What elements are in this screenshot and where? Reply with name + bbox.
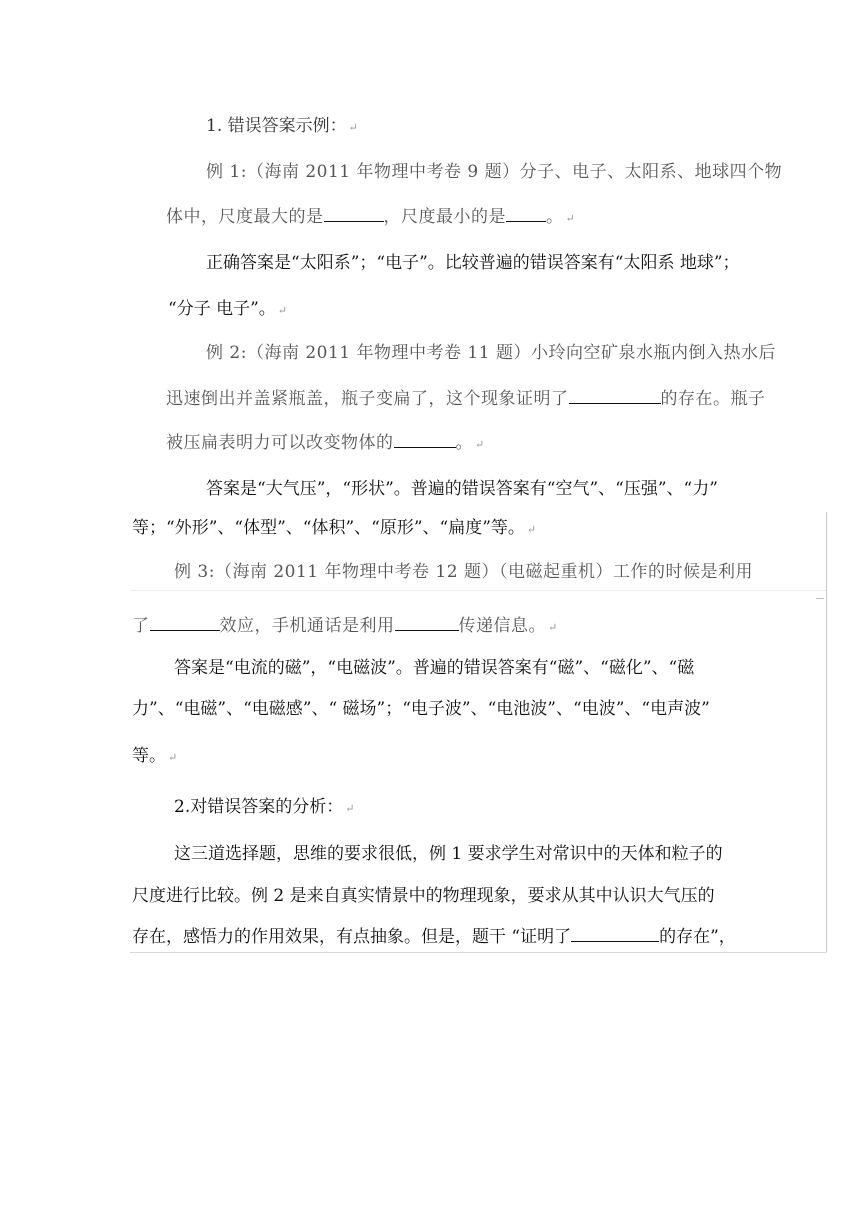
analysis-line2: 尺度进行比较。例 2 是来自真实情景中的物理现象，要求从其中认识大气压的 [132, 886, 715, 906]
section2-heading: 2.对错误答案的分析： ↵ [174, 797, 355, 817]
paragraph-mark-icon: ↵ [565, 212, 576, 225]
example1-line1: 例 1:（海南 2011 年物理中考卷 9 题）分子、电子、太阳系、地球四个物 [206, 162, 783, 182]
answer2-line1: 答案是“大气压”，“形状”。普遍的错误答案有“空气”、“压强”、“力” [206, 479, 718, 499]
analysis-line1: 这三道选择题，思维的要求很低，例 1 要求学生对常识中的天体和粒子的 [174, 844, 723, 864]
example2-line1: 例 2:（海南 2011 年物理中考卷 11 题）小玲向空矿泉水瓶内倒入热水后 [206, 343, 776, 363]
answer2-line2: 等；“外形”、“体型”、“体积”、“原形”、“扁度”等。 ↵ [132, 518, 537, 538]
answer-blank [571, 925, 659, 942]
paragraph-mark-icon: ↵ [548, 621, 558, 634]
clipping-border-top [130, 590, 826, 591]
answer3-line3: 等。 ↵ [132, 746, 178, 766]
example3-line2: 了 效应，手机通话是利用 传递信息。 ↵ [132, 616, 558, 636]
section1-heading: 1. 错误答案示例： ↵ [206, 116, 358, 136]
answer-blank [150, 614, 220, 631]
example2-line3: 被压扁表明力可以改变物体的 。 ↵ [166, 433, 485, 453]
paragraph-mark-icon: ↵ [348, 121, 358, 134]
answer1-line1: 正确答案是“太阳系”；“电子”。比较普遍的错误答案有“太阳系 地球”； [206, 253, 740, 273]
answer-blank [569, 387, 661, 404]
answer3-line2: 力”、“电磁”、“电磁感”、“ 磁场”；“电子波”、“电池波”、“电波”、“电声波” [132, 699, 710, 719]
clipping-tick-mark [816, 598, 824, 599]
paragraph-mark-icon: ↵ [526, 523, 537, 536]
paragraph-mark-icon: ↵ [345, 802, 355, 815]
paragraph-mark-icon: ↵ [168, 751, 178, 764]
answer-blank [506, 205, 546, 222]
answer-blank [395, 614, 459, 631]
answer1-line2: “分子 电子”。 ↵ [168, 299, 288, 319]
clipping-border-right [826, 512, 827, 952]
example1-line2: 体中，尺度最大的是 ，尺度最小的是 。 ↵ [166, 207, 576, 227]
answer-blank [394, 431, 456, 448]
paragraph-mark-icon: ↵ [277, 304, 288, 317]
clipping-border-bottom [130, 952, 827, 953]
analysis-line3: 存在，感悟力的作用效果，有点抽象。但是，题干 “证明了 的存在”， [132, 927, 736, 947]
example3-line1: 例 3:（海南 2011 年物理中考卷 12 题）（电磁起重机）工作的时候是利用 [174, 562, 753, 582]
paragraph-mark-icon: ↵ [475, 438, 485, 451]
answer3-line1: 答案是“电流的磁”，“电磁波”。普遍的错误答案有“磁”、“磁化”、“磁 [174, 658, 695, 678]
answer-blank [324, 205, 384, 222]
example2-line2: 迅速倒出并盖紧瓶盖，瓶子变扁了，这个现象证明了 的存在。瓶子 [166, 389, 766, 409]
